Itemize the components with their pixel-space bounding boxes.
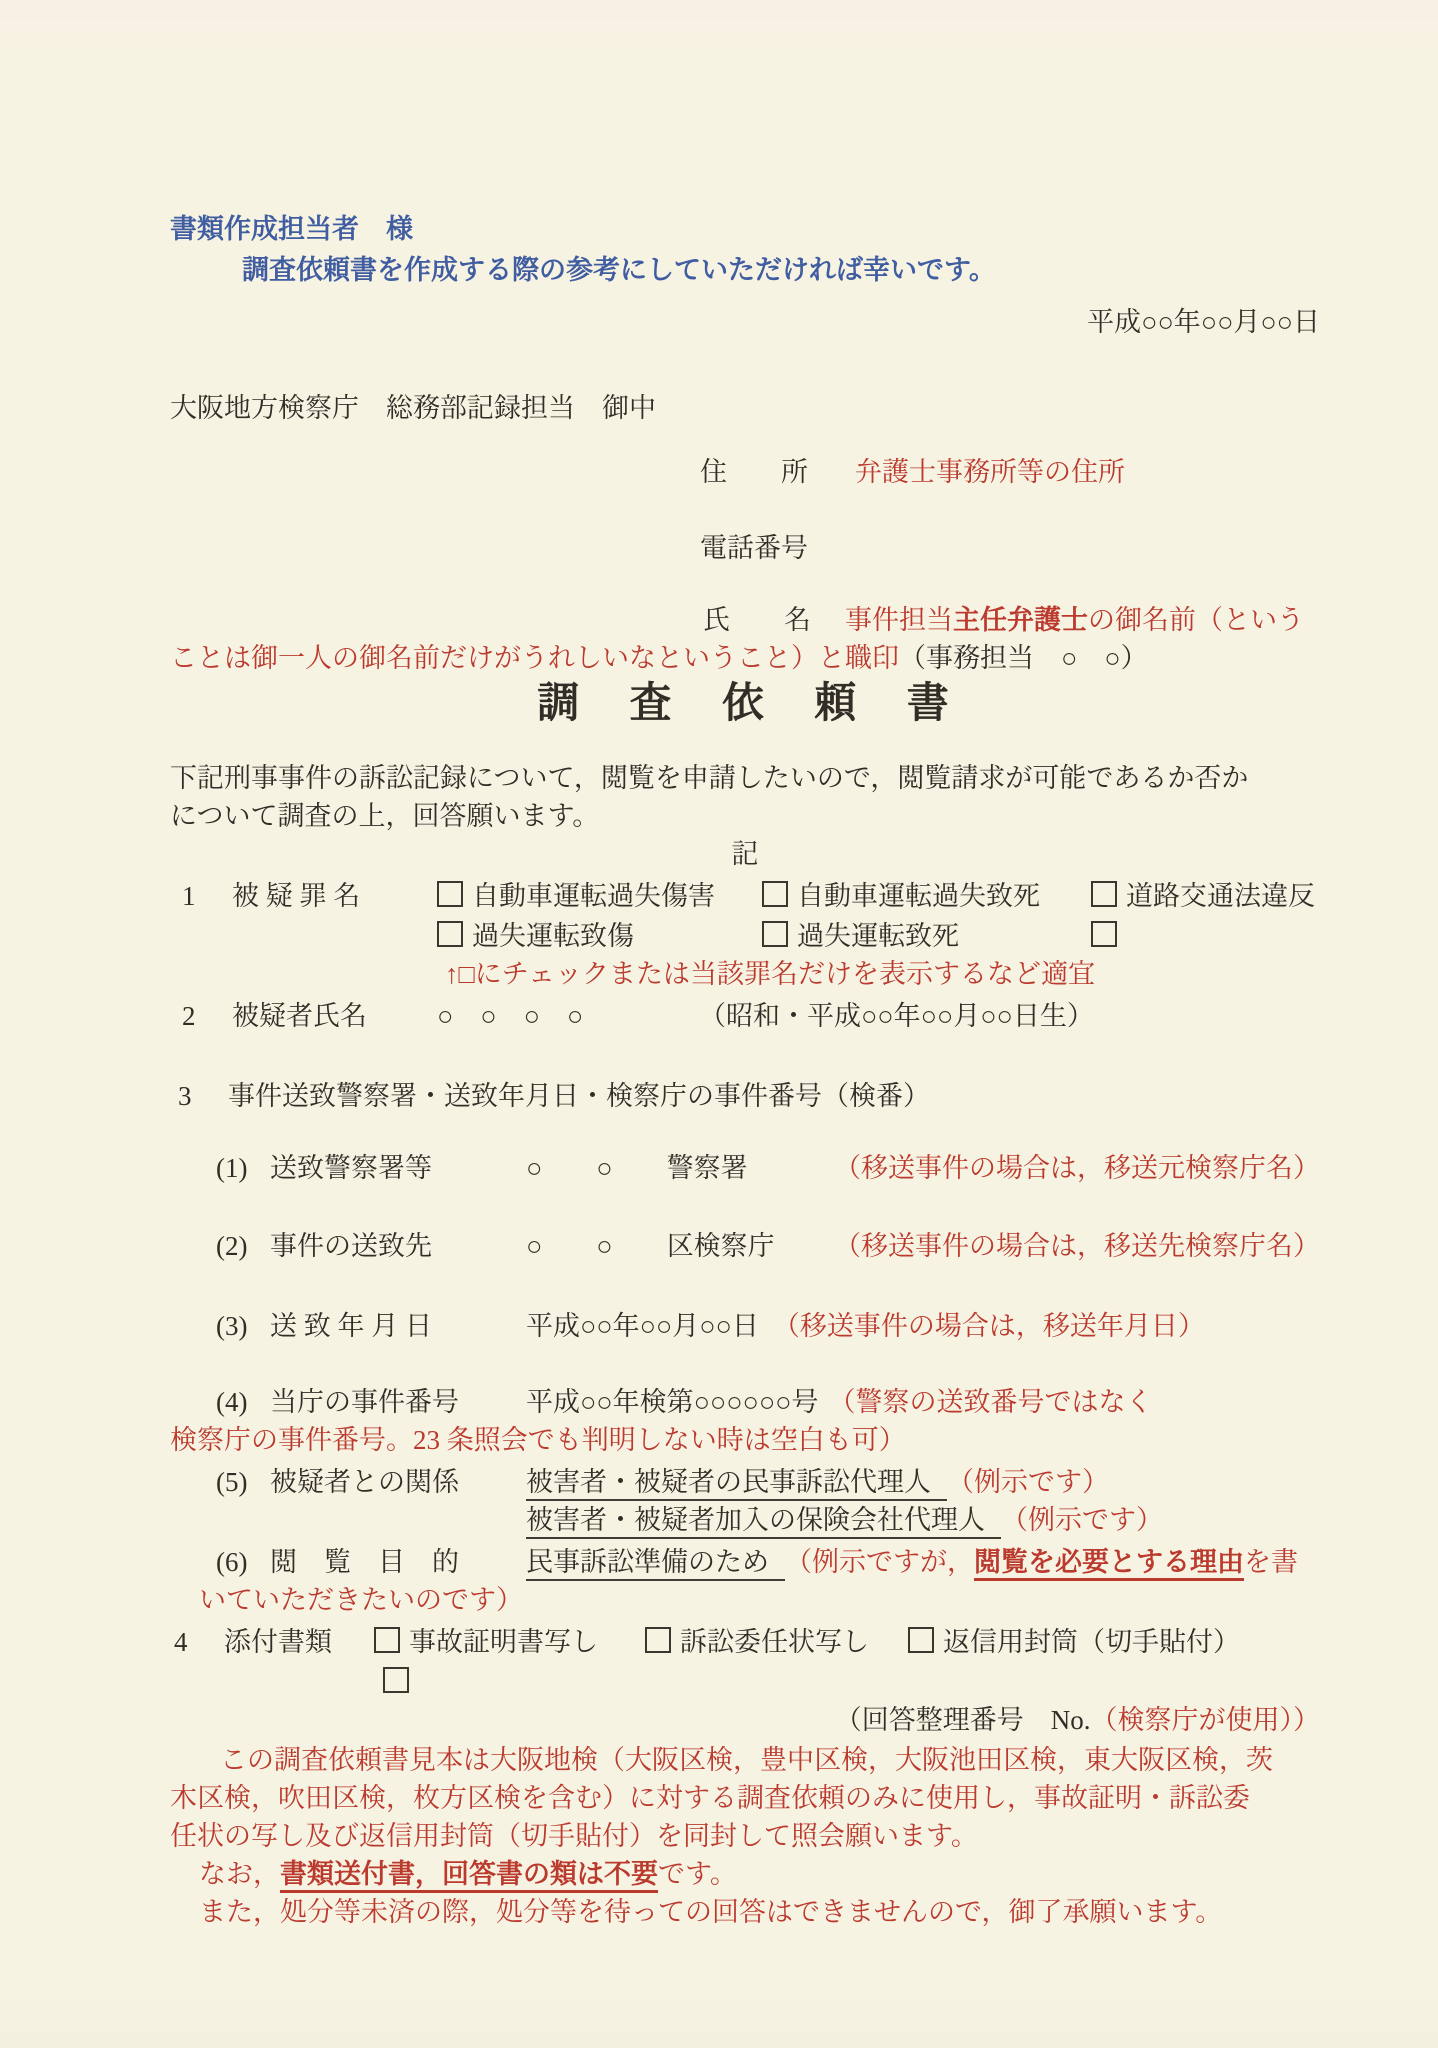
checkbox-icon <box>1091 921 1117 947</box>
footer-para-line3: 任状の写し及び返信用封筒（切手貼付）を同封して照会願います。 <box>170 1821 978 1851</box>
item4-number: 4 <box>174 1627 188 1657</box>
suspect-name-placeholder: ○ ○ ○ ○ <box>437 1001 584 1031</box>
document-title: 調 査 依 頼 書 <box>537 681 953 727</box>
sub4-value: 平成○○年検第○○○○○○号 <box>526 1387 819 1417</box>
checkbox-icon <box>645 1627 671 1653</box>
nao-post: です。 <box>658 1859 737 1889</box>
checkbox-icon <box>1091 881 1117 907</box>
ref-black: （回答整理番号 No. <box>834 1705 1091 1735</box>
sub3-label: 送 致 年 月 日 <box>270 1311 432 1341</box>
attachment-label: 事故証明書写し <box>409 1627 598 1657</box>
sub5-value2: 被害者・被疑者加入の保険会社代理人 <box>526 1505 1001 1539</box>
intro-line-2: について調査の上，回答願います。 <box>170 801 600 831</box>
item1-red-note: ↑□にチェックまたは当該罪名だけを表示するなど適宜 <box>445 959 1095 989</box>
sub2-value: ○ ○ 区検察庁 <box>526 1231 775 1261</box>
address-value: 弁護士事務所等の住所 <box>855 457 1125 487</box>
sub4-label: 当庁の事件番号 <box>270 1387 459 1417</box>
sub5-values <box>526 1463 1163 1539</box>
addressee-line: 書類作成担当者 様 <box>170 214 413 244</box>
sender-phone-line: 電話番号 <box>700 533 808 563</box>
sub1-marker: (1) <box>216 1153 248 1183</box>
attachment-option <box>645 1623 908 1661</box>
offense-option <box>1091 917 1126 955</box>
checkbox-icon <box>908 1627 934 1653</box>
item2-row <box>170 997 1320 1035</box>
sub5-red-note1: （例示です） <box>947 1467 1109 1497</box>
item3-sub2-row <box>170 1227 1320 1265</box>
sub1-value: ○ ○ 警察署 <box>526 1153 748 1183</box>
name-label: 氏 名 <box>703 605 811 635</box>
offense-option <box>762 917 1091 955</box>
item4-label: 添付書類 <box>224 1627 332 1657</box>
footer-mata-line: また，処分等未済の際，処分等を待っての回答はできませんので，御了承願います。 <box>199 1897 1223 1927</box>
checkbox-icon <box>762 921 788 947</box>
checkbox-icon <box>383 1667 409 1693</box>
offense-option <box>1091 877 1315 915</box>
offense-label: 過失運転致傷 <box>472 921 634 951</box>
attachment-option <box>374 1623 645 1661</box>
header-note-line: 調査依頼書を作成する際の参考にしていただければ幸いです。 <box>242 255 996 285</box>
sub6-value: 民事訴訟準備のため <box>526 1547 785 1581</box>
name-note-bold: 主任弁護士 <box>953 605 1088 635</box>
item1-row1 <box>170 877 1320 915</box>
item3-header <box>170 1077 1320 1115</box>
sub4-marker: (4) <box>216 1387 248 1417</box>
offense-label: 道路交通法違反 <box>1126 881 1315 911</box>
item3-label: 事件送致警察署・送致年月日・検察庁の事件番号（検番） <box>228 1081 930 1111</box>
item3-number: 3 <box>178 1081 192 1111</box>
item3-sub3-row <box>170 1307 1320 1345</box>
sub6-marker: (6) <box>216 1547 248 1577</box>
nao-bold: 書類送付書，回答書の類は不要 <box>280 1859 658 1893</box>
item3-sub6-row <box>170 1543 1320 1581</box>
checkbox-icon <box>374 1627 400 1653</box>
item3-sub5-row <box>170 1463 1320 1539</box>
date-line: 平成○○年○○月○○日 <box>1087 307 1320 337</box>
sub4-red-note-line2: 検察庁の事件番号。23 条照会でも判明しない時は空白も可） <box>170 1425 906 1455</box>
checkbox-icon <box>437 881 463 907</box>
name-note-pre: 事件担当 <box>845 605 953 635</box>
sub2-label: 事件の送致先 <box>270 1231 432 1261</box>
sub3-marker: (3) <box>216 1311 248 1341</box>
sub5-label: 被疑者との関係 <box>270 1467 459 1497</box>
sender-name-line <box>170 601 1320 639</box>
sub2-marker: (2) <box>216 1231 248 1261</box>
ref-red: （検察庁が使用）） <box>1090 1705 1320 1735</box>
sender-name-wrap-line <box>170 639 1320 677</box>
sub1-red-note: （移送事件の場合は，移送元検察庁名） <box>834 1153 1320 1183</box>
item3-sub1-row <box>170 1149 1320 1187</box>
name-note-post: の御名前（という <box>1088 605 1304 635</box>
sender-address-line <box>170 453 1320 491</box>
item4-extra-box-line <box>383 1663 1320 1701</box>
intro-line-1: 下記刑事事件の訴訟記録について，閲覧を申請したいので，閲覧請求が可能であるか否か <box>170 763 1249 793</box>
offense-label: 自動車運転過失傷害 <box>472 881 715 911</box>
offense-option <box>762 877 1091 915</box>
sub6-red-pre: （例示ですが， <box>785 1547 974 1577</box>
sub6-red-note-line2: いていただきたいのです） <box>199 1585 523 1615</box>
item1-label: 被 疑 罪 名 <box>232 881 361 911</box>
item2-label: 被疑者氏名 <box>232 1001 367 1031</box>
sub6-label: 閲 覧 目 的 <box>270 1547 459 1577</box>
checkbox-icon <box>762 881 788 907</box>
item2-number: 2 <box>182 1001 196 1031</box>
attachment-label: 返信用封筒（切手貼付） <box>943 1627 1240 1657</box>
checkbox-icon <box>437 921 463 947</box>
sub1-label: 送致警察署等 <box>270 1153 432 1183</box>
sub4-red-note-line1: （警察の送致番号ではなく <box>828 1387 1153 1417</box>
address-label: 住 所 <box>700 457 808 487</box>
footer-para-line1: この調査依頼書見本は大阪地検（大阪区検，豊中区検，大阪池田区検，東大阪区検，茨 <box>220 1745 1273 1775</box>
name-note-line2: ことは御一人の御名前だけがうれしいなということ）と職印 <box>170 643 899 673</box>
footer-nao-line <box>199 1855 1320 1893</box>
offense-label: 自動車運転過失致死 <box>797 881 1040 911</box>
offense-option <box>437 917 762 955</box>
attachment-label: 訴訟委任状写し <box>680 1627 869 1657</box>
sub5-red-note2: （例示です） <box>1001 1505 1163 1535</box>
offense-option <box>437 877 762 915</box>
sub6-red-post: を書 <box>1244 1547 1298 1577</box>
item4-row <box>170 1623 1320 1661</box>
footer-para-line2: 木区検，吹田区検，枚方区検を含む）に対する調査依頼のみに使用し，事故証明・訴訟委 <box>170 1783 1250 1813</box>
sub2-red-note: （移送事件の場合は，移送先検察庁名） <box>834 1231 1320 1261</box>
nao-pre: なお， <box>199 1859 280 1889</box>
sub3-red-note: （移送事件の場合は，移送年月日） <box>772 1311 1205 1341</box>
attachment-option <box>908 1623 1240 1661</box>
offense-label: 過失運転致死 <box>797 921 959 951</box>
sub5-value1: 被害者・被疑者の民事訴訟代理人 <box>526 1467 947 1501</box>
item1-number: 1 <box>182 881 196 911</box>
item1-row2 <box>170 917 1320 955</box>
sub6-value-group <box>526 1543 1298 1581</box>
sub5-marker: (5) <box>216 1467 248 1497</box>
item3-sub4-row <box>170 1383 1320 1421</box>
sub6-red-bold: 閲覧を必要とする理由 <box>974 1547 1244 1581</box>
recipient-line: 大阪地方検察庁 総務部記録担当 御中 <box>170 393 656 423</box>
suspect-birthdate: （昭和・平成○○年○○月○○日生） <box>699 1001 1094 1031</box>
reference-number-line <box>170 1701 1320 1739</box>
name-suffix: （事務担当 ○ ○） <box>899 643 1148 673</box>
ki-marker: 記 <box>731 839 759 869</box>
sub3-value: 平成○○年○○月○○日 <box>526 1311 759 1341</box>
